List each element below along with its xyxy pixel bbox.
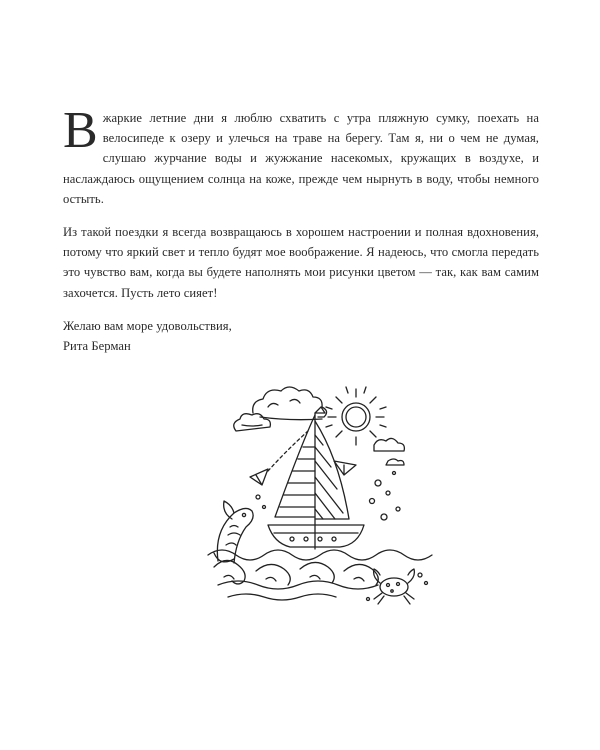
cloud-icon: [374, 438, 404, 465]
waves-icon: [208, 550, 432, 600]
signature-block: [63, 316, 539, 356]
letter-text: [63, 102, 539, 356]
drop-cap: В: [63, 102, 98, 159]
sailboat-illustration: [198, 385, 448, 615]
paragraph-inspiration: Из такой поездки я всегда возвращаюсь в хорошем настроении и полная вдохновения, потому что яркий свет и тепло будят мое воображение. Я надеюсь, что смогла передать это чувство вам, когда вы будете наполнять мои рисунки цветом — так, как вам самим захочется. Пусть лето сияет!: [63, 225, 539, 300]
paragraph-intro-text: жаркие летние дни я люблю схватить с утра пляжную сумку, поехать на велосипеде к озеру и улечься на траве на берегу. Там я, ни о чем не думая, слушаю журчание воды и жужжание насекомых, кружащих в воздухе, и наслаждаюсь ощущением солнца на коже, прежде чем нырнуть в воду, чтобы немного остыть.: [63, 111, 539, 206]
author-name: Рита Берман: [63, 339, 131, 354]
closing-line: Желаю вам море удовольствия,: [63, 318, 232, 333]
paragraph-intro: [63, 102, 539, 209]
sailboat-icon: [268, 407, 364, 549]
sailboat-drawing: [198, 385, 448, 615]
sun-icon: [326, 387, 386, 445]
bubbles-icon: [256, 472, 400, 521]
cloud-icon: [234, 387, 327, 431]
